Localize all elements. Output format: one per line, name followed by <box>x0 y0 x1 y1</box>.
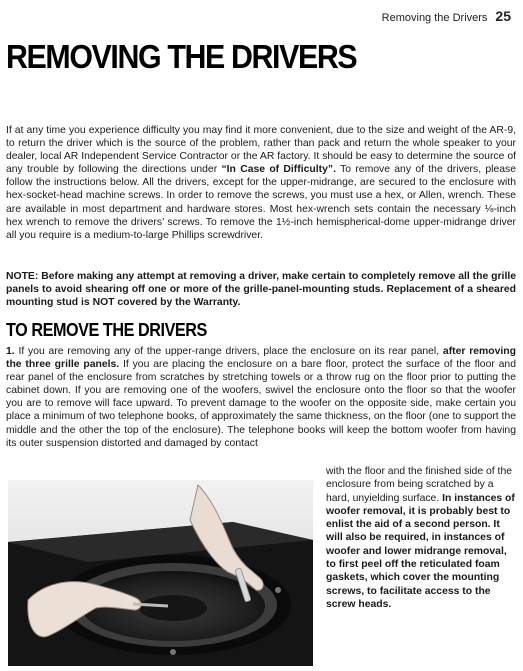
intro-text-1: If at any time you experience difficulty you may find it more convenient, due to the size and weight of the AR-9, to return the driver which is the source of the problem, rather than pack and return the whole speaker to your dealer, local AR Independent Service Contractor or the AR factory. It should be easy to determine the source of any trouble by following the directions under <box>6 125 516 176</box>
page-number: 25 <box>495 8 511 24</box>
warning-note: NOTE: Before making any attempt at removing a driver, make certain to completely remove all the grille panels to avoid shearing off one or more of the grille-panel-mounting studs. Replacement of a sheared mounting stud is NOT covered by the Warranty. <box>6 271 516 309</box>
step-number: 1. <box>6 346 15 357</box>
section-heading: TO REMOVE THE DRIVERS <box>6 320 207 340</box>
running-title: Removing the Drivers <box>381 12 488 24</box>
intro-paragraph <box>6 124 516 242</box>
woofer-removal-photo <box>8 480 313 666</box>
step-bold-1: after removing the three grille panels. <box>6 346 516 371</box>
intro-quote: “In Case of Difficulty”. <box>221 164 336 176</box>
step-text-3: with the floor and the finished side of the enclosure from being scratched by a hard, unyielding surface. <box>326 466 512 504</box>
step-bold-2: In instances of woofer removal, it is probably best to enlist the aid of a second person. It will also be required, in instances of woofer and lower midrange removal, to first peel off the reticulated foam gaskets, which cover the mounting screws, to facilitate access to the screw heads. <box>326 492 515 610</box>
step-text-2: If you are placing the enclosure on a bare floor, protect the surface of the floor and rear panel of the enclosure from scratches by stretching towels or a throw rug on the floor prior to putting the cabinet down. If you are removing one of the woofers, swivel the enclosure onto the floor so that the woofer you are to remove will face upward. To prevent damage to the woofer on the opposite side, make certain you place a minimum of two telephone books, of approximately the same thickness, on the floor (one to support the middle and the other the top of the enclosure). The telephone books will keep the bottom woofer from having its outer suspension distorted and damaged by contact <box>6 359 516 449</box>
step-text-1: If you are removing any of the upper-range drivers, place the enclosure on its rear panel, <box>14 346 443 357</box>
step-paragraph <box>6 345 516 450</box>
step-paragraph-continued <box>326 465 516 611</box>
intro-text-2: To remove any of the drivers, please follow the instructions below. All the drivers, except for the upper-midrange, are secured to the enclosure with hex-socket-head machine screws. In order to remove the screws, you must use a hex, or Allen, wrench. These are available in most department and hardware stores. Most hex-wrench sets contain the necessary ⅛-inch hex wrench to remove the drivers’ screws. To remove the 1½-inch hemispherical-dome upper-midrange driver all you require is a medium-to-large Phillips screwdriver. <box>6 164 516 241</box>
page-title: REMOVING THE DRIVERS <box>6 38 357 75</box>
photo-illustration <box>8 480 313 666</box>
running-header <box>382 8 511 24</box>
